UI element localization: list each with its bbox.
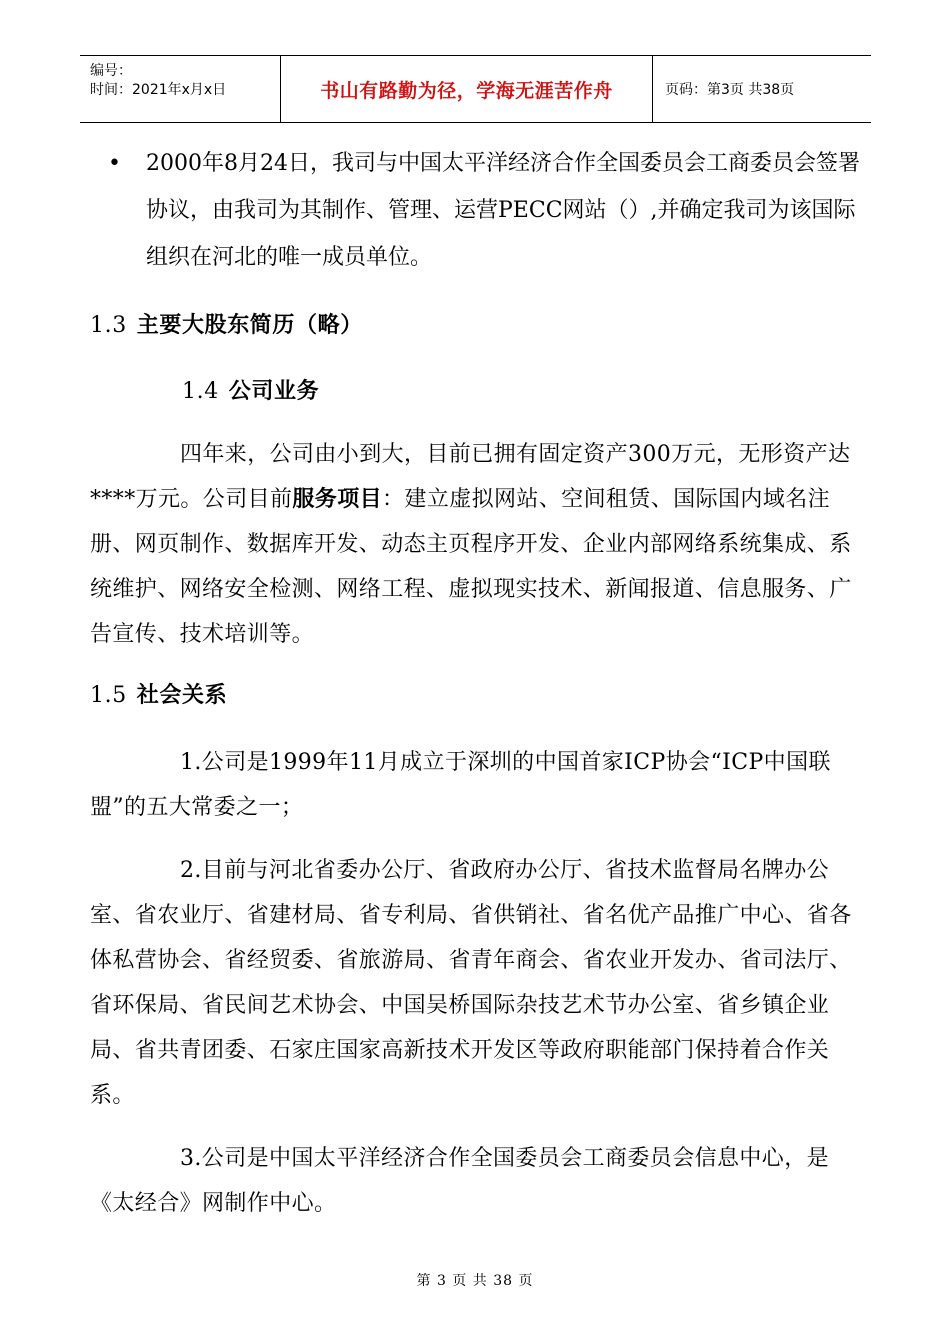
section-number: 1.5 (90, 683, 127, 708)
header-motto: 书山有路勤为径，学海无涯苦作舟 (281, 56, 653, 122)
section-heading-1-5 (90, 678, 227, 709)
section-title: 社会关系 (136, 682, 228, 708)
relation-item-text: 2.目前与河北省委办公厅、省政府办公厅、省技术监督局名牌办公室、省农业厅、省建材局、省专利局、省供销社、省名优产品推广中心、省各体私营协会、省经贸委、省旅游局、省青年商会、省农业开发办、省司法厅、省环保局、省民间艺术协会、中国吴桥国际杂技艺术节办公室、省乡镇企业局、省共青团委、石家庄国家高新技术开发区等政府职能部门保持着合作关系。 (90, 858, 852, 1108)
relation-item-2 (90, 848, 860, 1118)
relation-item-3 (90, 1136, 860, 1226)
business-paragraph (90, 432, 860, 657)
bullet-text: 2000年8月24日，我司与中国太平洋经济合作全国委员会工商委员会签署协议，由我司为其制作、管理、运营PECC网站（）,并确定我司为该国际组织在河北的唯一成员单位。 (146, 151, 860, 270)
bullet-icon: • (108, 151, 121, 176)
document-time-label: 时间：2021年x月x日 (90, 82, 227, 98)
section-heading-1-4 (182, 374, 319, 405)
section-title: 主要大股东简历（略） (136, 312, 363, 338)
relation-item-text: 3.公司是中国太平洋经济合作全国委员会工商委员会信息中心，是《太经合》网制作中心。 (90, 1146, 829, 1216)
header-meta (80, 56, 281, 122)
business-text-start: 四年来，公司由小到大，目前已拥有固定资产300万元，无形资产达****万元。公司目前 (90, 442, 851, 512)
document-number-label: 编号： (90, 63, 132, 79)
section-number: 1.4 (182, 379, 219, 404)
section-number: 1.3 (90, 313, 127, 338)
section-heading-1-3 (90, 308, 363, 339)
relation-item-1 (90, 740, 860, 830)
page-header (80, 55, 871, 123)
business-text-end: ：建立虚拟网站、空间租赁、国际国内域名注册、网页制作、数据库开发、动态主页程序开发、企业内部网络系统集成、系统维护、网络安全检测、网络工程、虚拟现实技术、新闻报道、信息服务、广告宣传、技术培训等。 (90, 487, 852, 647)
page-footer: 第 3 页 共 38 页 (416, 1273, 534, 1289)
relation-item-text: 1.公司是1999年11月成立于深圳的中国首家ICP协会“ICP中国联盟”的五大常委之一； (90, 750, 831, 820)
business-services-label: 服务项目 (292, 486, 383, 512)
section-title: 公司业务 (228, 378, 320, 404)
bullet-item (108, 140, 868, 281)
header-page-label: 页码：第3页 共38页 (665, 82, 795, 98)
